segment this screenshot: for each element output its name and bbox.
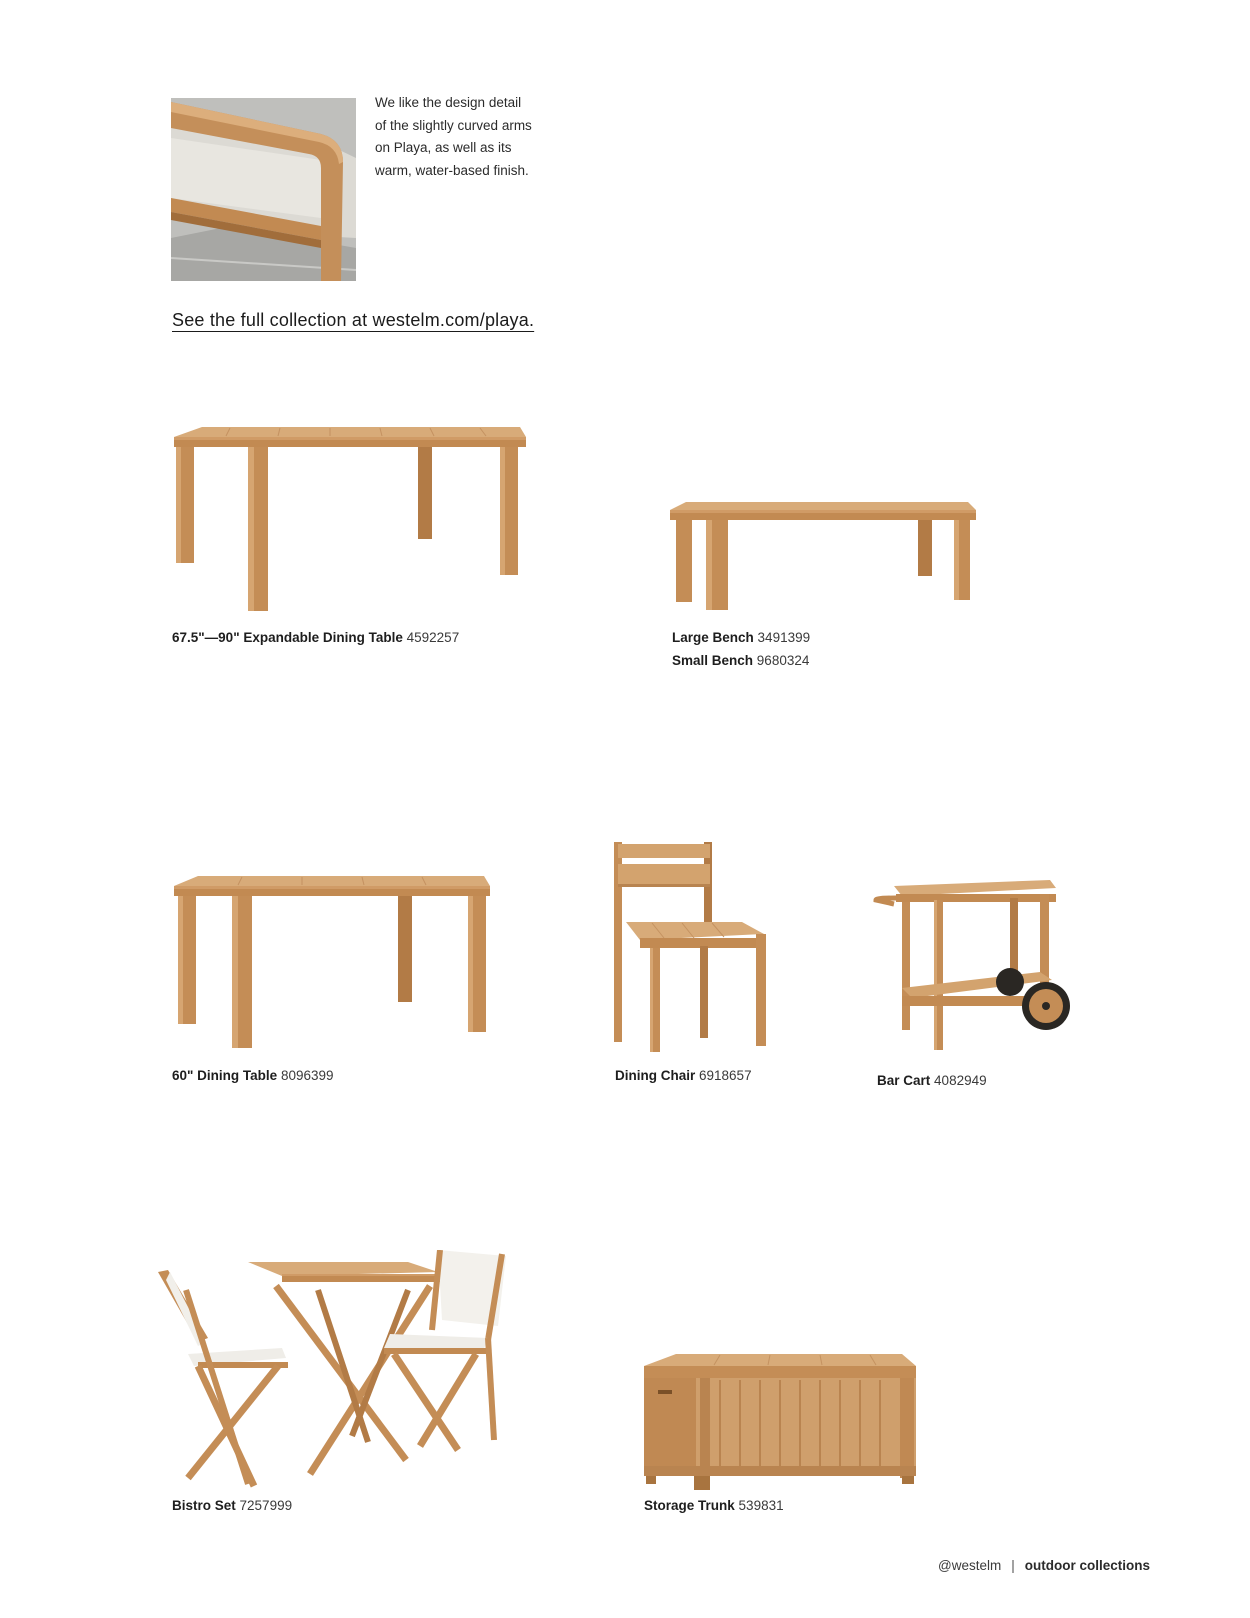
product-sku: 9680324 [756,652,810,668]
product-caption [172,1065,334,1088]
product-caption [877,1070,987,1093]
social-handle[interactable]: @westelm [938,1558,1002,1573]
dining-chair-image [612,842,768,1052]
product-sku: 7257999 [239,1498,293,1513]
armrest-detail-photo [171,98,356,281]
product-sku: 4592257 [406,630,460,645]
product-caption [172,1495,292,1518]
section-title: outdoor collections [1024,1558,1150,1573]
page-footer [938,1558,1150,1573]
product-sku: 6918657 [699,1068,752,1083]
bar-cart-image [872,880,1072,1052]
product-name: Storage Trunk [644,1498,735,1513]
product-name: Large Bench [672,630,754,645]
product-sku: 539831 [738,1498,784,1513]
product-name: 67.5"—90" Expandable Dining Table [172,630,403,645]
product-caption [672,627,810,672]
product-name: Bar Cart [877,1073,931,1088]
storage-trunk-image [640,1354,918,1490]
intro-line: warm, water-based finish. [375,162,529,178]
large-bench-image [668,502,978,610]
expandable-dining-table-image [170,425,530,611]
bistro-set-image [158,1250,524,1490]
dining-table-60-image [172,876,492,1048]
collection-link[interactable]: See the full collection at westelm.com/playa. [172,310,535,330]
product-name: 60" Dining Table [172,1068,278,1083]
product-sku: 3491399 [757,630,811,645]
footer-separator: | [1011,1558,1015,1573]
product-caption [172,627,459,650]
product-name: Dining Chair [615,1068,696,1083]
intro-text [375,92,575,182]
intro-line: We like the design detail [375,95,522,110]
product-name: Bistro Set [172,1498,236,1513]
intro-line: of the slightly curved arms [375,117,532,133]
product-caption [644,1495,784,1518]
product-sku: 8096399 [280,1068,334,1083]
intro-line: on Playa, as well as its [375,140,512,155]
product-caption [615,1065,752,1088]
product-sku: 4082949 [934,1073,987,1088]
product-name: Small Bench [672,652,754,668]
